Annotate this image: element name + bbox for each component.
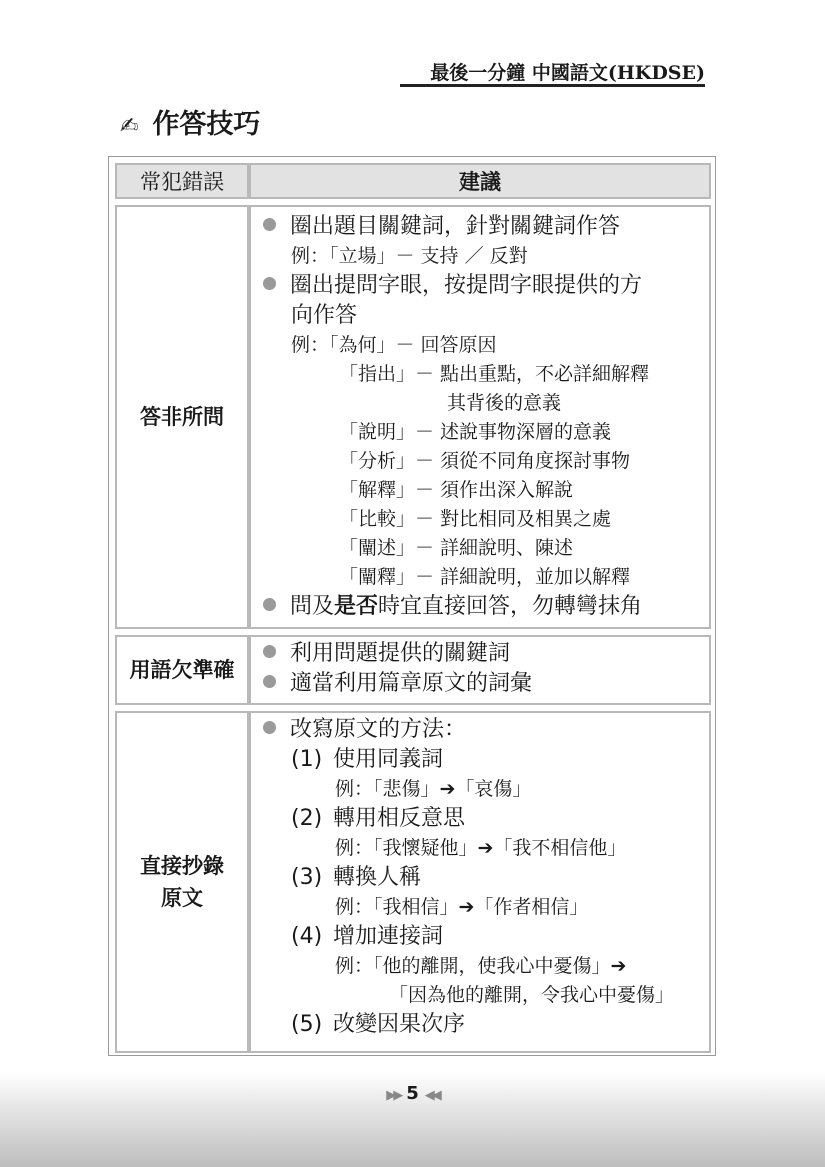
bullet-keywords: 圈出題目關鍵詞，針對關鍵詞作答 xyxy=(263,212,709,242)
row-label-direct-copy xyxy=(115,711,249,1053)
bullet-question-words-cont: 向作答 xyxy=(291,303,358,328)
row-label-off-topic: 答非所問 xyxy=(115,205,249,629)
example-stance: 例：「立場」－ 支持 ／ 反對 xyxy=(291,245,528,267)
example-why: 例：「為何」－ 回答原因 xyxy=(291,334,497,356)
header-suggestions: 建議 xyxy=(249,163,711,199)
method-3 xyxy=(263,863,709,893)
example-elaborate: 「闡述」－ 詳細說明、陳述 xyxy=(339,537,574,559)
example-analyse: 「分析」－ 須從不同角度探討事物 xyxy=(339,450,631,472)
method-5-text: 改變因果次序 xyxy=(333,1012,466,1037)
bullet-use-keywords: 利用問題提供的關鍵詞 xyxy=(263,639,709,669)
method-3-example: 例：「我相信」➔「作者相信」 xyxy=(335,896,589,918)
method-4 xyxy=(263,922,709,952)
method-1-example: 例：「悲傷」➔「哀傷」 xyxy=(335,778,532,800)
section-title xyxy=(120,102,260,141)
method-1-number: (1) xyxy=(291,747,323,772)
page-number xyxy=(0,1083,825,1104)
writing-hand-icon: ✍ xyxy=(120,114,139,139)
method-5-number: (5) xyxy=(291,1012,323,1037)
example-compare: 「比較」－ 對比相同及相異之處 xyxy=(339,508,612,530)
tips-table xyxy=(108,156,716,1056)
row-label-direct-copy-2: 原文 xyxy=(161,886,203,910)
backward-arrows-icon: ◀◀ xyxy=(424,1088,439,1103)
method-2-number: (2) xyxy=(291,806,323,831)
example-interpret: 「解釋」－ 須作出深入解說 xyxy=(339,479,574,501)
method-1-text: 使用同義詞 xyxy=(333,747,444,772)
row-label-direct-copy-1: 直接抄錄 xyxy=(140,854,224,878)
method-2-example: 例：「我懷疑他」➔「我不相信他」 xyxy=(335,837,627,859)
method-2-text: 轉用相反意思 xyxy=(333,806,466,831)
section-title-text: 作答技巧 xyxy=(152,109,261,140)
page-number-text: 5 xyxy=(406,1083,419,1104)
row-imprecise-wording-content xyxy=(249,635,711,705)
method-5 xyxy=(263,1010,709,1040)
header-rule xyxy=(400,84,705,87)
method-4-example: 例：「他的離開，使我心中憂傷」➔ xyxy=(335,955,627,977)
forward-arrows-icon: ▶▶ xyxy=(386,1088,401,1103)
method-4-number: (4) xyxy=(291,924,323,949)
method-4-example-cont: 「因為他的離開，令我心中憂傷」 xyxy=(389,984,675,1006)
example-expound: 「闡釋」－ 詳細說明，並加以解釋 xyxy=(339,566,631,588)
row-off-topic-content xyxy=(249,205,711,629)
method-1 xyxy=(263,745,709,775)
bullet-yes-no xyxy=(263,592,709,622)
method-3-text: 轉換人稱 xyxy=(333,865,422,890)
method-2 xyxy=(263,804,709,834)
bullet-rewrite-methods: 改寫原文的方法： xyxy=(263,715,709,745)
example-point-out-cont: 其背後的意義 xyxy=(447,392,562,414)
example-point-out: 「指出」－ 點出重點，不必詳細解釋 xyxy=(339,363,650,385)
bullet-use-original-vocab: 適當利用篇章原文的詞彙 xyxy=(263,669,709,699)
header-common-errors: 常犯錯誤 xyxy=(115,163,249,199)
bullet-yes-no-c: 時宜直接回答，勿轉彎抹角 xyxy=(378,594,643,619)
row-direct-copy-content xyxy=(249,711,711,1053)
row-label-imprecise-wording: 用語欠準確 xyxy=(115,635,249,705)
example-explain-meaning: 「說明」－ 述說事物深層的意義 xyxy=(339,421,612,443)
bullet-yes-no-a: 問及 xyxy=(290,594,335,619)
bullet-question-words: 圈出提問字眼，按提問字眼提供的方 xyxy=(263,271,709,301)
method-4-text: 增加連接詞 xyxy=(333,924,444,949)
bullet-yes-no-bold: 是否 xyxy=(334,594,379,619)
method-3-number: (3) xyxy=(291,865,323,890)
running-header: 最後一分鐘 中國語文(HKDSE) xyxy=(430,62,705,84)
